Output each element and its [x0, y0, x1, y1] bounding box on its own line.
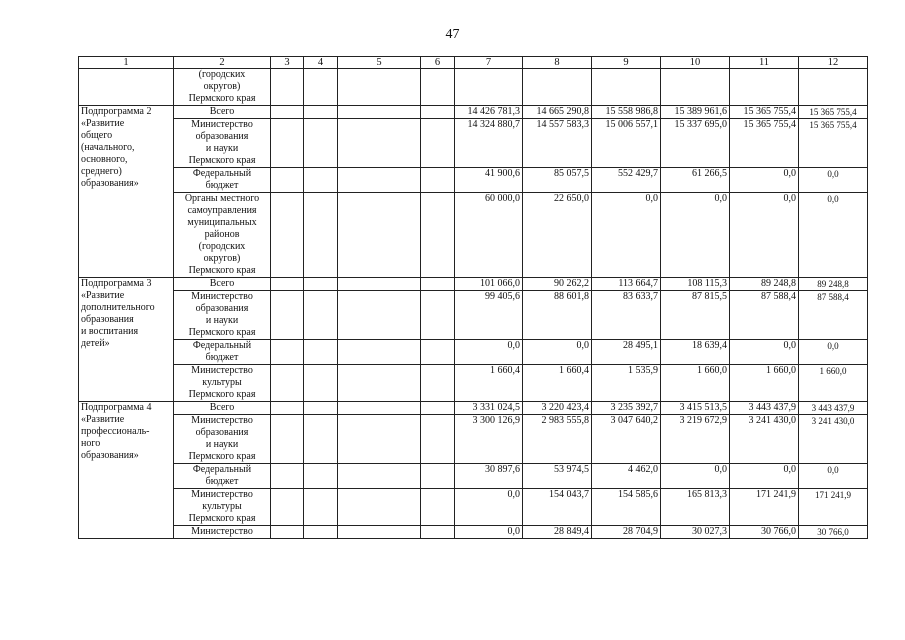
empty-cell	[421, 402, 455, 415]
text-line: (городских	[198, 69, 246, 80]
funding-source	[174, 340, 271, 365]
empty-cell	[304, 415, 338, 464]
amount-cell: 89 248,8	[730, 278, 799, 291]
empty-cell	[421, 193, 455, 278]
amount-cell: 28 495,1	[592, 340, 661, 365]
amount-cell: 99 405,6	[455, 291, 523, 340]
empty-cell	[338, 193, 421, 278]
empty-cell	[338, 278, 421, 291]
amount-cell: 0,0	[799, 464, 868, 489]
empty-cell	[271, 340, 304, 365]
funding-source	[174, 106, 271, 119]
text-line: Органы местного	[184, 193, 260, 204]
amount-cell: 15 365 755,4	[730, 119, 799, 168]
amount-cell: 87 588,4	[730, 291, 799, 340]
funding-source	[174, 526, 271, 539]
table-row	[79, 119, 868, 168]
amount-cell: 3 443 437,9	[799, 402, 868, 415]
text-line: образования»	[81, 178, 139, 189]
text-line: образования»	[81, 450, 139, 461]
amount-cell: 28 704,9	[592, 526, 661, 539]
funding-source	[174, 464, 271, 489]
amount-cell: 60 000,0	[455, 193, 523, 278]
empty-cell	[304, 106, 338, 119]
empty-cell	[421, 415, 455, 464]
amount-cell: 3 443 437,9	[730, 402, 799, 415]
table-row	[79, 69, 868, 106]
amount-cell	[799, 69, 868, 106]
amount-cell: 85 057,5	[523, 168, 592, 193]
text-line: муниципальных	[187, 217, 257, 228]
text-line: и науки	[205, 315, 239, 326]
text-line: Пермского края	[188, 155, 256, 166]
text-line: Всего	[209, 402, 235, 413]
subprogram-name	[79, 278, 174, 402]
amount-cell: 53 974,5	[523, 464, 592, 489]
text-line: «Развитие	[81, 118, 125, 129]
amount-cell: 0,0	[730, 464, 799, 489]
amount-cell: 22 650,0	[523, 193, 592, 278]
empty-cell	[304, 365, 338, 402]
empty-cell	[271, 489, 304, 526]
table-row	[79, 278, 868, 291]
column-number-row	[79, 57, 868, 69]
amount-cell: 171 241,9	[799, 489, 868, 526]
table-row	[79, 526, 868, 539]
empty-cell	[338, 106, 421, 119]
column-number: 8	[523, 57, 592, 69]
empty-cell	[304, 291, 338, 340]
amount-cell: 154 043,7	[523, 489, 592, 526]
empty-cell	[304, 193, 338, 278]
amount-cell: 3 241 430,0	[799, 415, 868, 464]
column-number: 10	[661, 57, 730, 69]
amount-cell	[592, 69, 661, 106]
amount-cell: 1 660,4	[523, 365, 592, 402]
empty-cell	[271, 278, 304, 291]
amount-cell: 552 429,7	[592, 168, 661, 193]
amount-cell: 18 639,4	[661, 340, 730, 365]
amount-cell: 15 558 986,8	[592, 106, 661, 119]
column-number: 7	[455, 57, 523, 69]
amount-cell: 61 266,5	[661, 168, 730, 193]
text-line: Подпрограмма 2	[81, 106, 152, 117]
text-line: Подпрограмма 4	[81, 402, 152, 413]
empty-cell	[304, 168, 338, 193]
amount-cell: 14 426 781,3	[455, 106, 523, 119]
amount-cell: 30 766,0	[730, 526, 799, 539]
amount-cell: 0,0	[730, 340, 799, 365]
amount-cell: 3 047 640,2	[592, 415, 661, 464]
empty-cell	[338, 168, 421, 193]
subprogram-name	[79, 106, 174, 278]
table-row	[79, 464, 868, 489]
text-line: образования	[195, 303, 249, 314]
table-row	[79, 489, 868, 526]
text-line: Пермского края	[188, 451, 256, 462]
table-row	[79, 291, 868, 340]
amount-cell: 0,0	[455, 489, 523, 526]
amount-cell: 3 220 423,4	[523, 402, 592, 415]
amount-cell: 3 241 430,0	[730, 415, 799, 464]
empty-cell	[304, 119, 338, 168]
empty-cell	[421, 340, 455, 365]
empty-cell	[338, 526, 421, 539]
amount-cell: 15 006 557,1	[592, 119, 661, 168]
amount-cell: 87 588,4	[799, 291, 868, 340]
amount-cell: 3 331 024,5	[455, 402, 523, 415]
amount-cell: 3 219 672,9	[661, 415, 730, 464]
amount-cell: 0,0	[455, 340, 523, 365]
amount-cell: 1 660,0	[730, 365, 799, 402]
empty-cell	[338, 69, 421, 106]
funding-source	[174, 193, 271, 278]
amount-cell: 90 262,2	[523, 278, 592, 291]
amount-cell: 14 665 290,8	[523, 106, 592, 119]
text-line: Министерство	[191, 415, 253, 426]
amount-cell: 4 462,0	[592, 464, 661, 489]
budget-table	[78, 56, 868, 539]
amount-cell: 1 660,0	[661, 365, 730, 402]
funding-source	[174, 69, 271, 106]
text-line: Федеральный	[192, 340, 252, 351]
text-line: Министерство	[191, 119, 253, 130]
empty-cell	[304, 340, 338, 365]
amount-cell: 3 235 392,7	[592, 402, 661, 415]
text-line: «Развитие	[81, 290, 125, 301]
empty-cell	[338, 489, 421, 526]
text-line: Федеральный	[192, 168, 252, 179]
amount-cell: 15 365 755,4	[730, 106, 799, 119]
text-line: основного,	[81, 154, 128, 165]
text-line: (начального,	[81, 142, 135, 153]
text-line: образования	[81, 314, 134, 325]
amount-cell: 30 027,3	[661, 526, 730, 539]
text-line: самоуправления	[187, 205, 257, 216]
subprogram-name	[79, 69, 174, 106]
text-line: «Развитие	[81, 414, 125, 425]
amount-cell: 87 815,5	[661, 291, 730, 340]
funding-source	[174, 168, 271, 193]
funding-source	[174, 119, 271, 168]
amount-cell: 154 585,6	[592, 489, 661, 526]
amount-cell: 14 324 880,7	[455, 119, 523, 168]
empty-cell	[421, 365, 455, 402]
text-line: Министерство	[191, 291, 253, 302]
amount-cell: 0,0	[799, 168, 868, 193]
column-number: 3	[271, 57, 304, 69]
amount-cell	[455, 69, 523, 106]
column-number: 4	[304, 57, 338, 69]
text-line: детей»	[81, 338, 110, 349]
column-number: 9	[592, 57, 661, 69]
amount-cell: 41 900,6	[455, 168, 523, 193]
empty-cell	[421, 526, 455, 539]
empty-cell	[271, 168, 304, 193]
amount-cell	[661, 69, 730, 106]
column-number: 6	[421, 57, 455, 69]
text-line: районов	[204, 229, 240, 240]
text-line: бюджет	[205, 180, 239, 191]
amount-cell: 14 557 583,3	[523, 119, 592, 168]
column-number: 2	[174, 57, 271, 69]
amount-cell: 0,0	[661, 464, 730, 489]
text-line: Пермского края	[188, 389, 256, 400]
empty-cell	[271, 365, 304, 402]
amount-cell	[523, 69, 592, 106]
amount-cell	[730, 69, 799, 106]
empty-cell	[421, 168, 455, 193]
amount-cell: 15 365 755,4	[799, 106, 868, 119]
amount-cell: 0,0	[661, 193, 730, 278]
column-number: 1	[79, 57, 174, 69]
text-line: ного	[81, 438, 101, 449]
amount-cell: 165 813,3	[661, 489, 730, 526]
text-line: образования	[195, 131, 249, 142]
empty-cell	[421, 278, 455, 291]
empty-cell	[421, 291, 455, 340]
amount-cell: 88 601,8	[523, 291, 592, 340]
empty-cell	[304, 69, 338, 106]
empty-cell	[304, 278, 338, 291]
amount-cell: 0,0	[799, 340, 868, 365]
page-number: 47	[445, 27, 460, 42]
column-number: 11	[730, 57, 799, 69]
empty-cell	[271, 69, 304, 106]
text-line: дополнительного	[81, 302, 155, 313]
amount-cell: 0,0	[730, 193, 799, 278]
empty-cell	[304, 402, 338, 415]
amount-cell: 101 066,0	[455, 278, 523, 291]
empty-cell	[421, 69, 455, 106]
table-row	[79, 415, 868, 464]
text-line: Всего	[209, 278, 235, 289]
amount-cell: 113 664,7	[592, 278, 661, 291]
column-number: 12	[799, 57, 868, 69]
amount-cell: 0,0	[730, 168, 799, 193]
empty-cell	[421, 106, 455, 119]
amount-cell: 0,0	[592, 193, 661, 278]
amount-cell: 3 300 126,9	[455, 415, 523, 464]
text-line: профессиональ-	[81, 426, 150, 437]
funding-source	[174, 415, 271, 464]
amount-cell: 0,0	[455, 526, 523, 539]
text-line: округов)	[203, 81, 241, 92]
funding-source	[174, 291, 271, 340]
empty-cell	[271, 402, 304, 415]
text-line: (городских	[198, 241, 246, 252]
empty-cell	[271, 291, 304, 340]
text-line: Министерство	[191, 526, 253, 537]
empty-cell	[338, 464, 421, 489]
text-line: Министерство	[191, 489, 253, 500]
table-row	[79, 106, 868, 119]
amount-cell: 3 415 513,5	[661, 402, 730, 415]
empty-cell	[338, 119, 421, 168]
text-line: Подпрограмма 3	[81, 278, 152, 289]
text-line: Министерство	[191, 365, 253, 376]
text-line: бюджет	[205, 476, 239, 487]
amount-cell: 89 248,8	[799, 278, 868, 291]
amount-cell: 15 337 695,0	[661, 119, 730, 168]
empty-cell	[421, 464, 455, 489]
funding-source	[174, 278, 271, 291]
amount-cell: 0,0	[799, 193, 868, 278]
empty-cell	[304, 489, 338, 526]
column-number: 5	[338, 57, 421, 69]
text-line: Федеральный	[192, 464, 252, 475]
text-line: и воспитания	[81, 326, 139, 337]
text-line: Пермского края	[188, 327, 256, 338]
empty-cell	[338, 402, 421, 415]
amount-cell: 1 535,9	[592, 365, 661, 402]
text-line: среднего)	[81, 166, 122, 177]
subprogram-name	[79, 402, 174, 539]
funding-source	[174, 489, 271, 526]
text-line: Всего	[209, 106, 235, 117]
empty-cell	[271, 106, 304, 119]
empty-cell	[338, 291, 421, 340]
empty-cell	[271, 415, 304, 464]
amount-cell: 108 115,3	[661, 278, 730, 291]
empty-cell	[338, 365, 421, 402]
empty-cell	[338, 415, 421, 464]
text-line: и науки	[205, 439, 239, 450]
amount-cell: 1 660,4	[455, 365, 523, 402]
amount-cell: 2 983 555,8	[523, 415, 592, 464]
empty-cell	[421, 489, 455, 526]
empty-cell	[421, 119, 455, 168]
amount-cell: 171 241,9	[730, 489, 799, 526]
text-line: Пермского края	[188, 513, 256, 524]
amount-cell: 30 766,0	[799, 526, 868, 539]
text-line: Пермского края	[188, 265, 256, 276]
text-line: округов)	[203, 253, 241, 264]
empty-cell	[304, 464, 338, 489]
text-line: культуры	[202, 377, 242, 388]
text-line: Пермского края	[188, 93, 256, 104]
funding-source	[174, 365, 271, 402]
table-row	[79, 402, 868, 415]
table-row	[79, 168, 868, 193]
text-line: и науки	[205, 143, 239, 154]
table-row	[79, 340, 868, 365]
text-line: общего	[81, 130, 113, 141]
amount-cell: 30 897,6	[455, 464, 523, 489]
amount-cell: 15 365 755,4	[799, 119, 868, 168]
text-line: бюджет	[205, 352, 239, 363]
empty-cell	[271, 193, 304, 278]
funding-source	[174, 402, 271, 415]
amount-cell: 15 389 961,6	[661, 106, 730, 119]
text-line: культуры	[202, 501, 242, 512]
amount-cell: 0,0	[523, 340, 592, 365]
empty-cell	[304, 526, 338, 539]
amount-cell: 1 660,0	[799, 365, 868, 402]
empty-cell	[271, 464, 304, 489]
amount-cell: 83 633,7	[592, 291, 661, 340]
table-row	[79, 193, 868, 278]
table-row	[79, 365, 868, 402]
text-line: образования	[195, 427, 249, 438]
empty-cell	[338, 340, 421, 365]
empty-cell	[271, 526, 304, 539]
empty-cell	[271, 119, 304, 168]
amount-cell: 28 849,4	[523, 526, 592, 539]
